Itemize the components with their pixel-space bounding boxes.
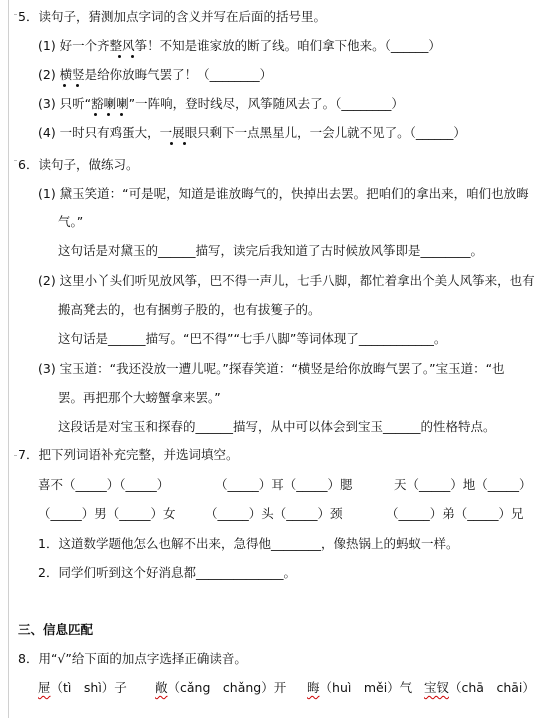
q7-word-6: （_____）弟（_____）兄	[386, 506, 524, 521]
q8-char: 敞	[155, 680, 168, 695]
q8-item-3	[307, 680, 412, 696]
q8-char: 晦	[307, 680, 320, 695]
q7-sentence-2: 2．同学们听到这个好消息都______________。	[38, 565, 296, 580]
q7-word-5: （_____）头（_____）颈	[205, 506, 343, 521]
q6-p1-answer: 这句话是对黛玉的______描写，读完后我知道了古时候放风筝即是________。	[58, 243, 484, 258]
page-margin-line	[8, 0, 9, 718]
emphasis-dot	[170, 142, 173, 145]
q6-p3-line2: 罢。再把那个大螃蟹拿来罢。”	[58, 390, 221, 405]
emphasis-dot	[76, 84, 79, 87]
margin-tick	[14, 455, 17, 456]
q7-sentence-1: 1．这道数学题他怎么也解不出来，急得他________，像热锅上的蚂蚁一样。	[38, 536, 459, 551]
q7-title: 7．把下列词语补充完整，并选词填空。	[18, 447, 239, 462]
q8-pinyin: （huì měi）气	[319, 680, 413, 695]
q8-item-2	[155, 680, 286, 696]
q7-word-4: （_____）男（_____）女	[38, 506, 176, 521]
q8-pinyin: （chā chāi）	[449, 680, 535, 695]
q8-char: 宝钗	[424, 680, 450, 695]
margin-tick	[14, 160, 17, 161]
q7-word-1: 喜不（_____）（_____）	[38, 477, 170, 492]
emphasis-dot	[183, 142, 186, 145]
q8-item-1	[38, 680, 127, 696]
q5-item-3: (3) 只听“豁喇喇”一阵响，登时线尽，风筝随风去了。（________）	[38, 96, 404, 111]
emphasis-dot	[94, 113, 97, 116]
q5-item-4: (4) 一时只有鸡蛋大，一展眼只剩下一点黑星儿，一会儿就不见了。（______）	[38, 125, 466, 140]
q6-p3-line1: (3) 宝玉道：“我还没放一遭儿呢。”探春笑道：“横竖是给你放晦气罢了。”宝玉道：“也	[38, 361, 505, 376]
emphasis-dot	[63, 84, 66, 87]
q6-title: 6．读句子，做练习。	[18, 157, 139, 172]
q5-title: 5．读句子，猜测加点字词的含义并写在后面的括号里。	[18, 9, 326, 24]
q6-p2-answer: 这句话是______描写。“巴不得”“七手八脚”等词体现了____________。	[58, 331, 447, 346]
q6-p1-line2: 气。”	[58, 214, 84, 229]
margin-tick	[14, 14, 17, 15]
q5-item-2: (2) 横竖是给你放晦气罢了！（________）	[38, 67, 273, 82]
emphasis-dot	[107, 113, 110, 116]
q6-p3-answer: 这段话是对宝玉和探春的______描写，从中可以体会到宝玉______的性格特点。	[58, 419, 496, 434]
q6-p2-line1: (2) 这里小丫头们听见放风筝，巴不得一声儿，七手八脚，都忙着拿出个美人风筝来，也有	[38, 273, 535, 288]
q8-title: 8．用“√”给下面的加点字选择正确读音。	[18, 651, 247, 666]
q5-item-1: (1) 好一个齐整风筝！不知是谁家放的断了线。咱们拿下他来。（______）	[38, 38, 441, 53]
q8-pinyin: （tì shì）子	[50, 680, 127, 695]
q7-word-2: （_____）耳（_____）腮	[215, 477, 353, 492]
section-heading: 三、信息匹配	[18, 622, 94, 637]
q7-word-3: 天（_____）地（_____）	[394, 477, 532, 492]
q8-pinyin: （cǎng chǎng）开	[167, 680, 287, 695]
q8-char: 屉	[38, 680, 51, 695]
emphasis-dot	[118, 55, 121, 58]
emphasis-dot	[131, 55, 134, 58]
q8-item-4	[424, 680, 535, 696]
q6-p1-line1: (1) 黛玉笑道：“可是呢，知道是谁放晦气的，快掉出去罢。把咱们的拿出来，咱们也放晦	[38, 186, 529, 201]
emphasis-dot	[120, 113, 123, 116]
q6-p2-line2: 搬高凳去的，也有捆剪子股的，也有拔篗子的。	[58, 302, 321, 317]
